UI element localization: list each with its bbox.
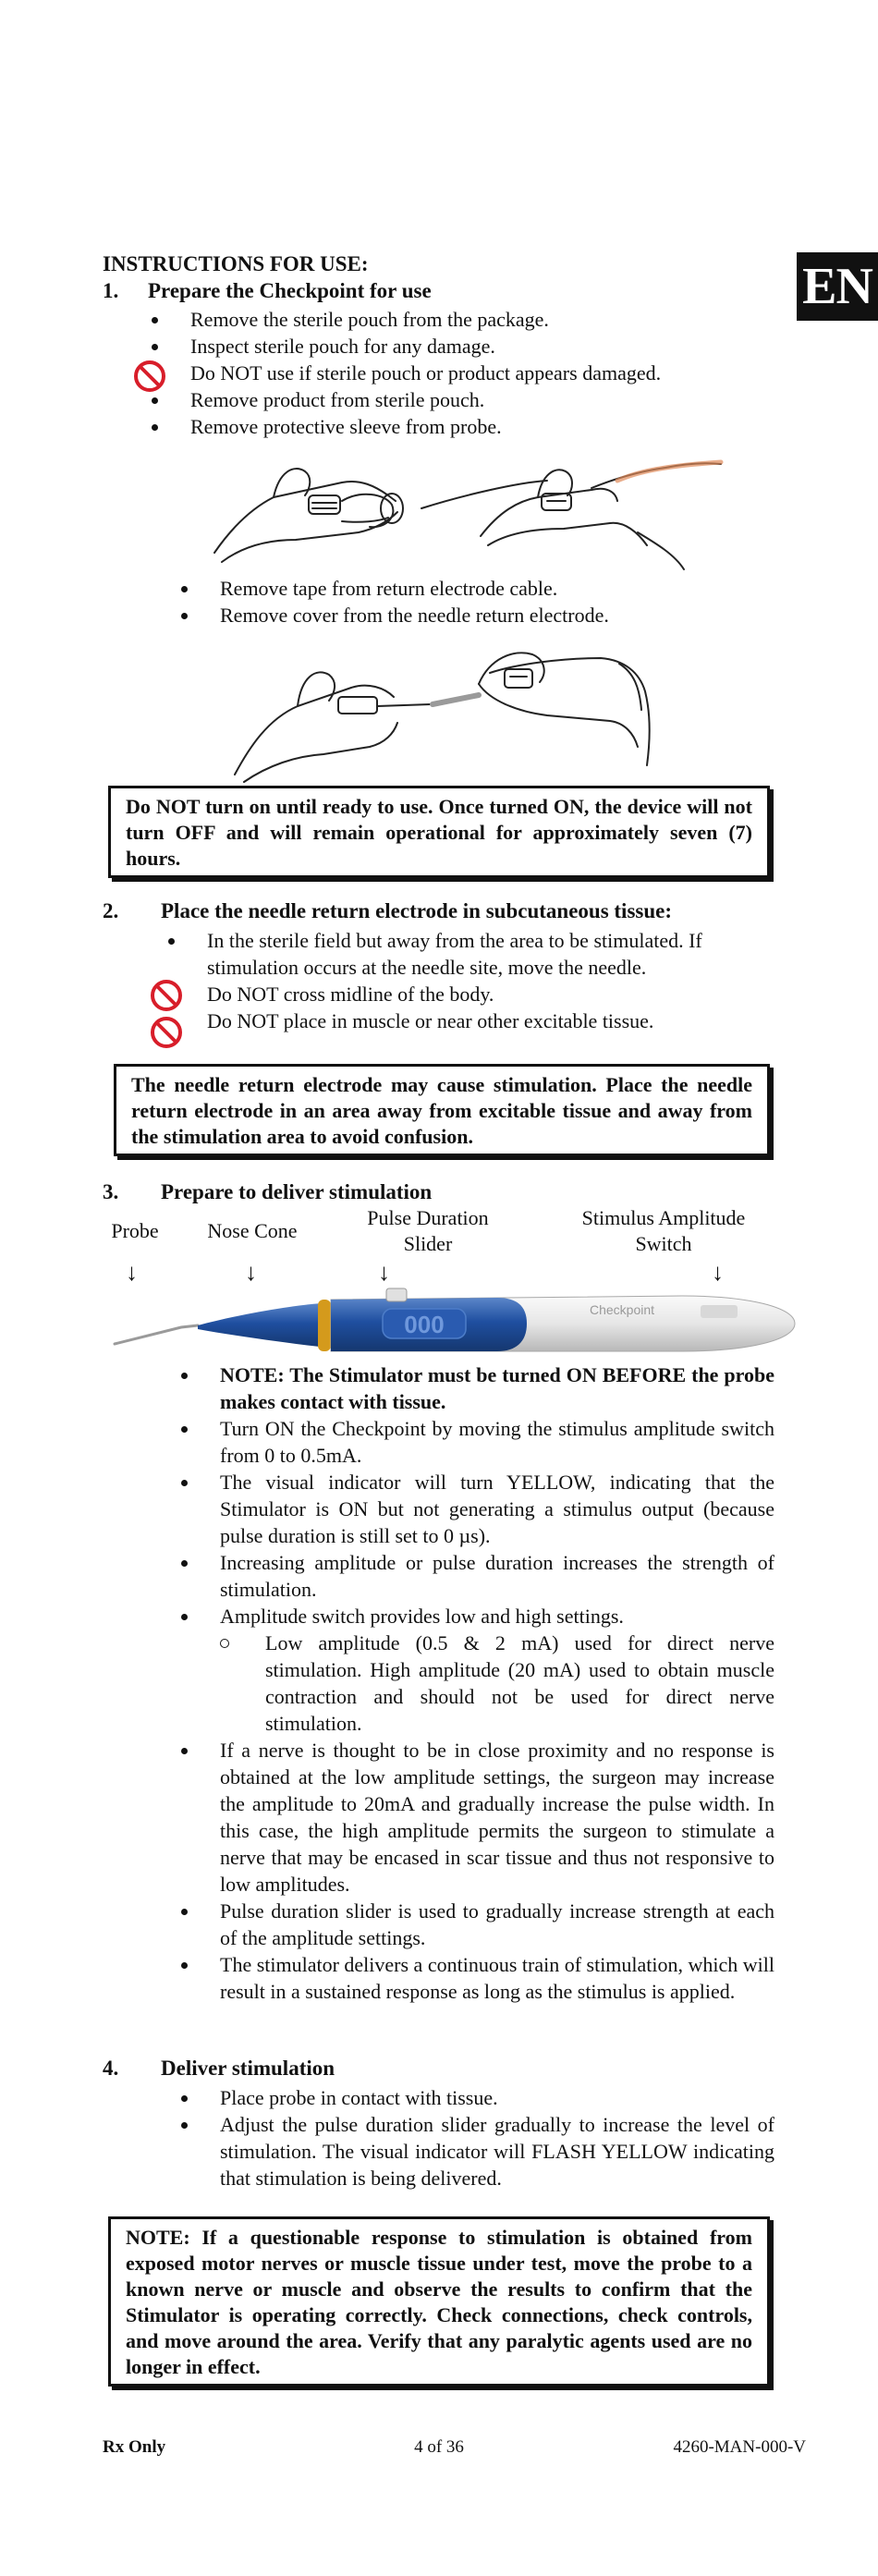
label-probe: Probe bbox=[111, 1219, 159, 1242]
section-3-number: 3. bbox=[103, 1180, 119, 1203]
label-stimulus-amplitude-switch: Stimulus Amplitude Switch bbox=[581, 1206, 746, 1255]
prohibition-icon bbox=[150, 1016, 183, 1049]
prohibition-icon bbox=[133, 360, 166, 393]
list-item: NOTE: The Stimulator must be turned ON BEFORE the probe makes contact with tissue. bbox=[220, 1363, 774, 1413]
section-3-list-b bbox=[220, 1737, 774, 2005]
list-item: Do NOT cross midline of the body. bbox=[207, 983, 494, 1006]
label-pulse-duration-slider: Pulse Duration Slider bbox=[367, 1206, 489, 1255]
language-tab: EN bbox=[797, 252, 878, 321]
section-1-list-2 bbox=[220, 575, 793, 629]
prohibition-icon bbox=[150, 979, 183, 1012]
list-item: Remove protective sleeve from probe. bbox=[190, 413, 782, 440]
list-item: Low amplitude (0.5 & 2 mA) used for direct nerve stimulation. High amplitude (20 mA) used to obtain muscle contraction and should not be used for direct nerve stimulation. bbox=[265, 1631, 774, 1735]
arrow-down-icon: ↓ bbox=[126, 1259, 138, 1286]
list-item: Remove product from sterile pouch. bbox=[190, 386, 782, 413]
footer-rx-only: Rx Only bbox=[103, 2437, 166, 2457]
section-2-number: 2. bbox=[103, 899, 119, 922]
list-item: Increasing amplitude or pulse duration increases the strength of stimulation. bbox=[220, 1551, 774, 1601]
section-1-number: 1. bbox=[103, 279, 119, 302]
section-4-list bbox=[220, 2084, 774, 2191]
remove-cover-illustration bbox=[213, 636, 675, 784]
label-nose-cone: Nose Cone bbox=[207, 1219, 298, 1242]
document-number: 4260-MAN-000-V bbox=[673, 2437, 806, 2457]
list-item: The visual indicator will turn YELLOW, indicating that the Stimulator is ON but not generating a stimulus output (because pulse duration is still set to 0 µs). bbox=[220, 1471, 774, 1547]
list-item: Adjust the pulse duration slider gradually to increase the level of stimulation. The visual indicator will FLASH YELLOW indicating that stimulation is being delivered. bbox=[220, 2113, 774, 2190]
list-item: If a nerve is thought to be in close proximity and no response is obtained at the low amplitude settings, the surgeon may increase the amplitude to 20mA and gradually increase the pulse width. In this case, the high amplitude permits the surgeon to stimulate a nerve that may be encased in scar tissue and thus not responsive to low amplitudes. bbox=[220, 1739, 774, 1896]
section-4-title: Deliver stimulation bbox=[161, 2057, 335, 2080]
section-3-title: Prepare to deliver stimulation bbox=[161, 1180, 433, 1203]
list-item: Turn ON the Checkpoint by moving the stimulus amplitude switch from 0 to 0.5mA. bbox=[220, 1417, 774, 1467]
list-item: Do NOT use if sterile pouch or product appears damaged. bbox=[190, 361, 662, 385]
page-title: INSTRUCTIONS FOR USE: bbox=[103, 252, 369, 275]
note-box-questionable-response: NOTE: If a questionable response to stimulation is obtained from exposed motor nerves or muscle tissue under test, move the probe to a known nerve or muscle and observe the results to confirm that the Stimulator is operating correctly. Check connections, check controls, and move around the area. Verify that any paralytic agents used are no longer in effect. bbox=[108, 2216, 770, 2387]
list-item: Place probe in contact with tissue. bbox=[220, 2084, 774, 2111]
section-2-title: Place the needle return electrode in subcutaneous tissue: bbox=[161, 899, 673, 922]
arrow-down-icon: ↓ bbox=[245, 1259, 257, 1286]
section-1-title: Prepare the Checkpoint for use bbox=[148, 279, 432, 302]
section-1-list bbox=[190, 306, 782, 440]
arrow-down-icon: ↓ bbox=[712, 1259, 724, 1286]
section-3-list bbox=[220, 1361, 774, 1630]
list-item: Pulse duration slider is used to gradually increase strength at each of the amplitude settings. bbox=[220, 1899, 774, 1949]
list-item: Remove the sterile pouch from the package. bbox=[190, 306, 782, 333]
list-item: Inspect sterile pouch for any damage. bbox=[190, 333, 782, 360]
warning-box-device-on: Do NOT turn on until ready to use. Once turned ON, the device will not turn OFF and will remain operational for approximately seven (7) hours. bbox=[108, 786, 770, 878]
section-4-number: 4. bbox=[103, 2057, 119, 2080]
checkpoint-stimulator-illustration bbox=[109, 1287, 802, 1362]
section-2-list bbox=[207, 927, 780, 1034]
list-item: Remove tape from return electrode cable. bbox=[220, 575, 793, 602]
device-display: 000 bbox=[404, 1311, 445, 1338]
list-item: Do NOT place in muscle or near other excitable tissue. bbox=[207, 1009, 654, 1032]
list-item: Remove cover from the needle return electrode. bbox=[220, 602, 793, 629]
list-item: In the sterile field but away from the area to be stimulated. If stimulation occurs at the needle site, move the needle. bbox=[207, 927, 780, 981]
section-3-sublist bbox=[265, 1630, 774, 1737]
list-item: The stimulator delivers a continuous train of stimulation, which will result in a sustained response as long as the stimulus is applied. bbox=[220, 1953, 775, 2003]
warning-box-needle: The needle return electrode may cause stimulation. Place the needle return electrode in an area away from excitable tissue and away from the stimulation area to avoid confusion. bbox=[114, 1064, 770, 1156]
remove-sleeve-illustration bbox=[203, 444, 739, 573]
list-item: Amplitude switch provides low and high settings. bbox=[220, 1603, 774, 1630]
page-number: 4 of 36 bbox=[414, 2437, 464, 2457]
arrow-down-icon: ↓ bbox=[378, 1259, 390, 1286]
device-brand: Checkpoint bbox=[590, 1302, 655, 1317]
